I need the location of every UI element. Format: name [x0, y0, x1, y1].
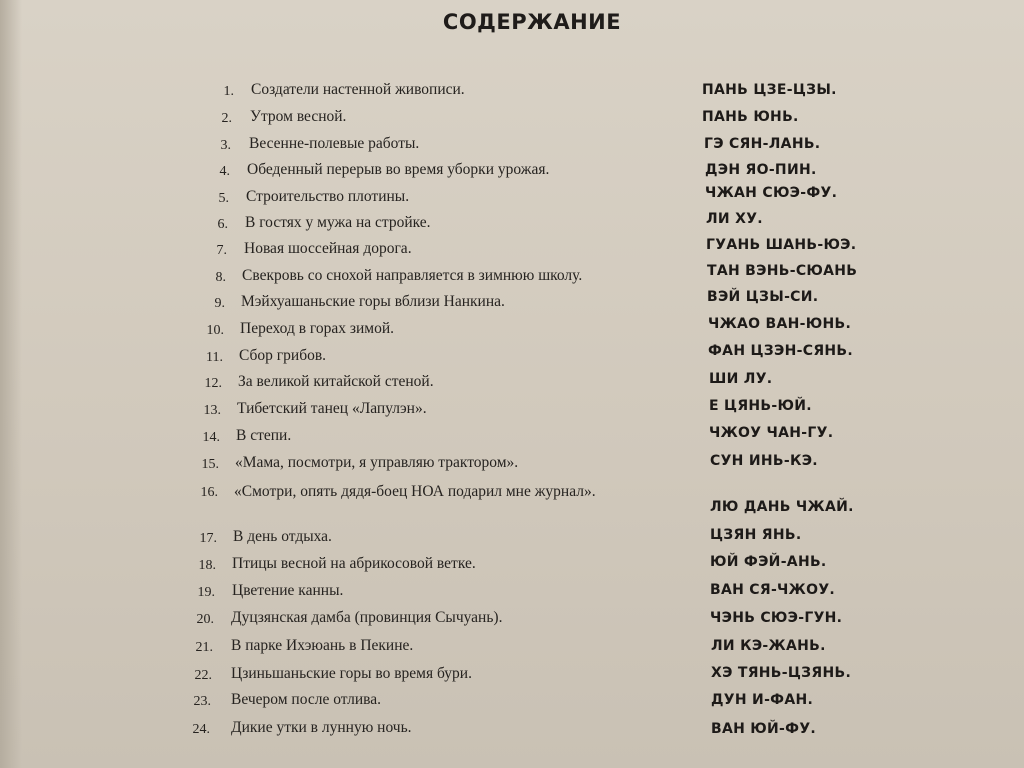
entry-number: 16. — [200, 485, 218, 500]
entry-title: Утром весной. — [250, 108, 347, 125]
entry-author: ВАН ЮЙ-ФУ. — [711, 721, 817, 737]
entry-title: Дикие утки в лунную ночь. — [231, 719, 412, 736]
entry-number: 1. — [223, 84, 234, 99]
entry-title: Дуцзянская дамба (провинция Сычуань). — [231, 609, 503, 626]
entry-number: 5. — [218, 191, 229, 206]
entry-title: Строительство плотины. — [246, 188, 410, 205]
entry-title: Переход в горах зимой. — [240, 320, 395, 337]
entry-number: 8. — [215, 270, 226, 285]
entry-number: 10. — [206, 323, 224, 338]
entry-author: ЛИ КЭ-ЖАНЬ. — [711, 638, 826, 654]
entry-number: 17. — [199, 531, 217, 546]
entry-title: Весенне-полевые работы. — [249, 135, 420, 152]
entry-number: 2. — [221, 111, 232, 126]
entry-author: ЧЭНЬ СЮЭ-ГУН. — [710, 610, 843, 626]
entry-author: ХЭ ТЯНЬ-ЦЗЯНЬ. — [711, 665, 852, 681]
entry-number: 14. — [202, 430, 220, 445]
entry-title: Мэйхуашаньские горы вблизи Нанкина. — [241, 293, 505, 310]
entry-author: ПАНЬ ЮНЬ. — [702, 109, 799, 125]
page-title: СОДЕРЖАНИЕ — [442, 10, 622, 34]
entry-number: 6. — [217, 217, 228, 232]
entry-number: 15. — [201, 457, 219, 472]
entry-number: 23. — [193, 694, 211, 709]
entry-number: 3. — [220, 138, 231, 153]
entry-title: Тибетский танец «Лапулэн». — [237, 400, 427, 417]
entry-author: ДУН И-ФАН. — [711, 692, 814, 708]
entry-title: Птицы весной на абрикосовой ветке. — [232, 555, 476, 572]
entry-number: 11. — [206, 350, 223, 365]
entry-number: 24. — [192, 722, 210, 737]
entry-title: Свекровь со снохой направляется в зимнюю школу. — [242, 267, 583, 284]
entry-title: Создатели настенной живописи. — [251, 81, 465, 98]
entry-title: Цветение канны. — [232, 582, 344, 599]
entry-title: За великой китайской стеной. — [238, 373, 434, 390]
entry-number: 13. — [203, 403, 221, 418]
entry-author: ВЭЙ ЦЗЫ-СИ. — [707, 289, 819, 305]
entry-number: 4. — [219, 164, 230, 179]
entry-author: ПАНЬ ЦЗЕ-ЦЗЫ. — [702, 82, 837, 98]
entry-author: ЦЗЯН ЯНЬ. — [710, 527, 802, 543]
entry-title: «Смотри, опять дядя-боец НОА подарил мне журнал». — [234, 483, 596, 500]
entry-number: 22. — [194, 668, 212, 683]
entry-title: В парке Ихэюань в Пекине. — [231, 637, 414, 654]
entry-title: В день отдыха. — [233, 528, 332, 545]
entry-author: ЛИ ХУ. — [706, 211, 763, 227]
entry-title: Новая шоссейная дорога. — [244, 240, 412, 257]
entry-title: В степи. — [236, 427, 292, 444]
entry-author: ЧЖОУ ЧАН-ГУ. — [709, 425, 834, 441]
entry-author: ЧЖАН СЮЭ-ФУ. — [705, 185, 838, 201]
entry-number: 21. — [195, 640, 213, 655]
entry-author: ШИ ЛУ. — [709, 371, 773, 387]
entry-title: Обеденный перерыв во время уборки урожая. — [247, 161, 550, 178]
entry-title: Цзиньшаньские горы во время бури. — [231, 665, 472, 682]
entry-author: Е ЦЯНЬ-ЮЙ. — [709, 398, 812, 414]
entry-author: ТАН ВЭНЬ-СЮАНЬ — [707, 263, 858, 279]
entry-title: «Мама, посмотри, я управляю трактором». — [235, 454, 519, 471]
entry-number: 7. — [216, 243, 227, 258]
entry-author: ДЭН ЯО-ПИН. — [705, 162, 817, 178]
entry-author: ГУАНЬ ШАНЬ-ЮЭ. — [706, 237, 857, 253]
entry-title: Вечером после отлива. — [231, 691, 382, 708]
entry-author: ФАН ЦЗЭН-СЯНЬ. — [708, 343, 854, 359]
entry-number: 20. — [196, 612, 214, 627]
entry-author: СУН ИНЬ-КЭ. — [710, 453, 818, 469]
entry-number: 18. — [198, 558, 216, 573]
entry-author: ГЭ СЯН-ЛАНЬ. — [704, 136, 821, 152]
entry-title: В гостях у мужа на стройке. — [245, 214, 431, 231]
entry-number: 9. — [214, 296, 225, 311]
entry-author: ЛЮ ДАНЬ ЧЖАЙ. — [710, 499, 854, 515]
entry-number: 19. — [197, 585, 215, 600]
entry-title: Сбор грибов. — [239, 347, 327, 364]
entry-author: ЧЖАО ВАН-ЮНЬ. — [708, 316, 852, 332]
entry-number: 12. — [204, 376, 222, 391]
entry-author: ЮЙ ФЭЙ-АНЬ. — [710, 554, 827, 570]
entry-author: ВАН СЯ-ЧЖОУ. — [710, 582, 836, 598]
